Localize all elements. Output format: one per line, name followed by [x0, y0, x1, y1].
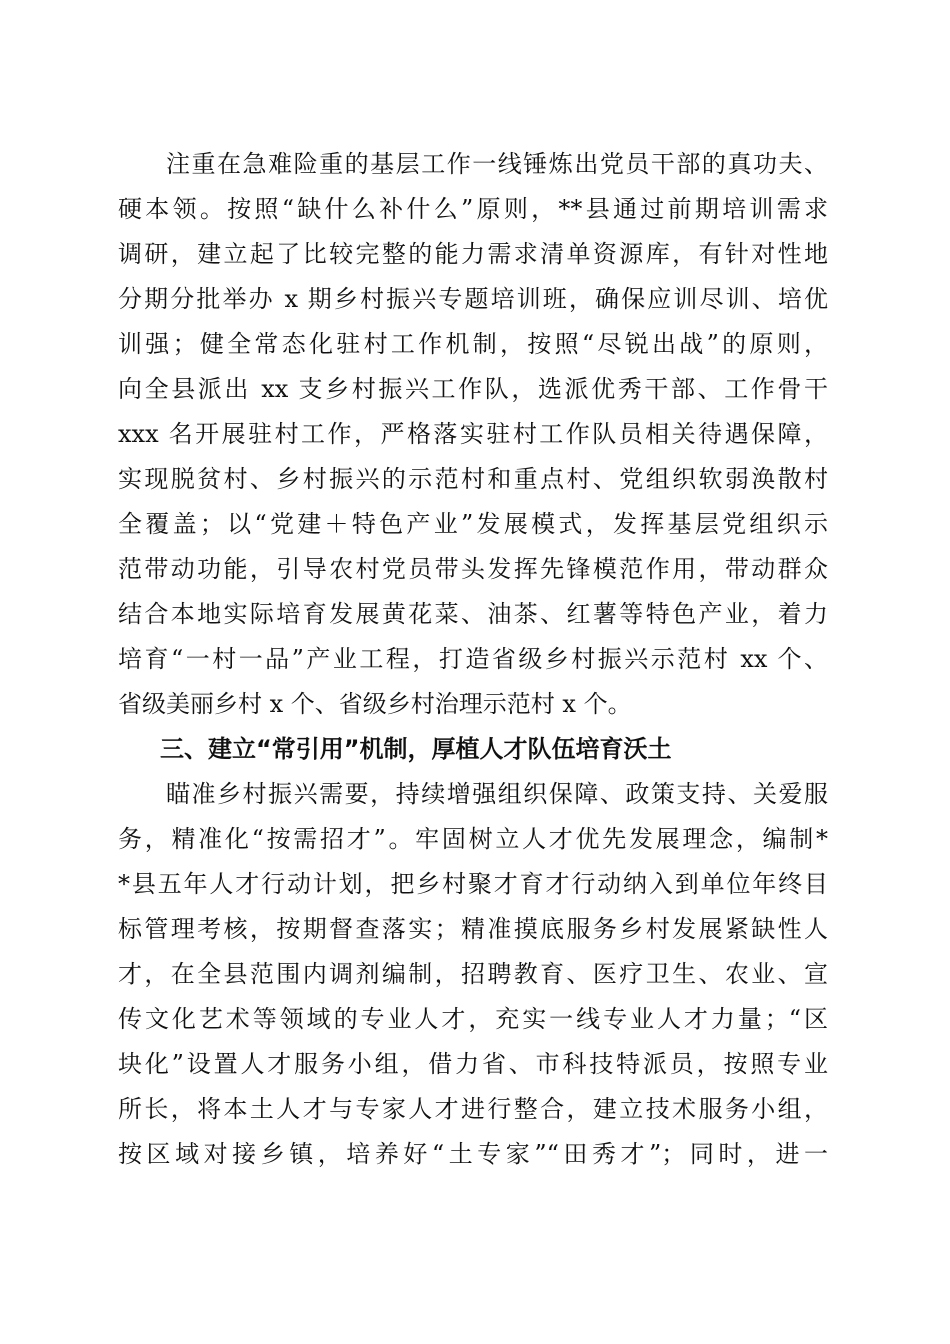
paragraph2-line-7: 块化”设置人才服务小组，借力省、市科技特派员，按照专业: [118, 1050, 828, 1078]
paragraph2-line-2: 务，精准化“按需招才”。牢固树立人才优先发展理念，编制*: [118, 825, 828, 853]
paragraph2-line-4: 标管理考核，按期督查落实；精准摸底服务乡村发展紧缺性人: [118, 915, 828, 943]
paragraph2-line-5: 才，在全县范围内调剂编制，招聘教育、医疗卫生、农业、宣: [118, 960, 828, 988]
paragraph1-line-2: 硬本领。按照“缺什么补什么”原则，**县通过前期培训需求: [118, 195, 828, 223]
paragraph1-line-3: 调研，建立起了比较完整的能力需求清单资源库，有针对性地: [118, 240, 828, 268]
paragraph1-line-5: 训强；健全常态化驻村工作机制，按照“尽锐出战”的原则，: [118, 330, 828, 358]
section-heading: 三、建立“常引用”机制，厚植人才队伍培育沃土: [160, 735, 672, 763]
paragraph1-line-11: 结合本地实际培育发展黄花菜、油茶、红薯等特色产业，着力: [118, 600, 828, 628]
paragraph1-line-9: 全覆盖；以“党建＋特色产业”发展模式，发挥基层党组织示: [118, 510, 828, 538]
paragraph1-line-1: 注重在急难险重的基层工作一线锤炼出党员干部的真功夫、: [166, 150, 828, 178]
paragraph2-line-3: *县五年人才行动计划，把乡村聚才育才行动纳入到单位年终目: [118, 870, 828, 898]
paragraph1-line-12: 培育“一村一品”产业工程，打造省级乡村振兴示范村 xx 个、: [118, 645, 828, 673]
paragraph1-line-8: 实现脱贫村、乡村振兴的示范村和重点村、党组织软弱涣散村: [118, 465, 828, 493]
paragraph1-line-13: 省级美丽乡村 x 个、省级乡村治理示范村 x 个。: [118, 690, 632, 718]
paragraph1-line-4: 分期分批举办 x 期乡村振兴专题培训班，确保应训尽训、培优: [118, 285, 828, 313]
paragraph1-line-6: 向全县派出 xx 支乡村振兴工作队，选派优秀干部、工作骨干: [118, 375, 828, 403]
paragraph1-line-7: xxx 名开展驻村工作，严格落实驻村工作队员相关待遇保障，: [118, 420, 828, 448]
paragraph2-line-9: 按区域对接乡镇，培养好“土专家”“田秀才”；同时，进一: [118, 1140, 828, 1168]
paragraph2-line-8: 所长，将本土人才与专家人才进行整合，建立技术服务小组，: [118, 1095, 828, 1123]
paragraph1-line-10: 范带动功能，引导农村党员带头发挥先锋模范作用，带动群众: [118, 555, 828, 583]
paragraph2-line-1: 瞄准乡村振兴需要，持续增强组织保障、政策支持、关爱服: [166, 780, 828, 808]
paragraph2-line-6: 传文化艺术等领域的专业人才，充实一线专业人才力量；“区: [118, 1005, 828, 1033]
